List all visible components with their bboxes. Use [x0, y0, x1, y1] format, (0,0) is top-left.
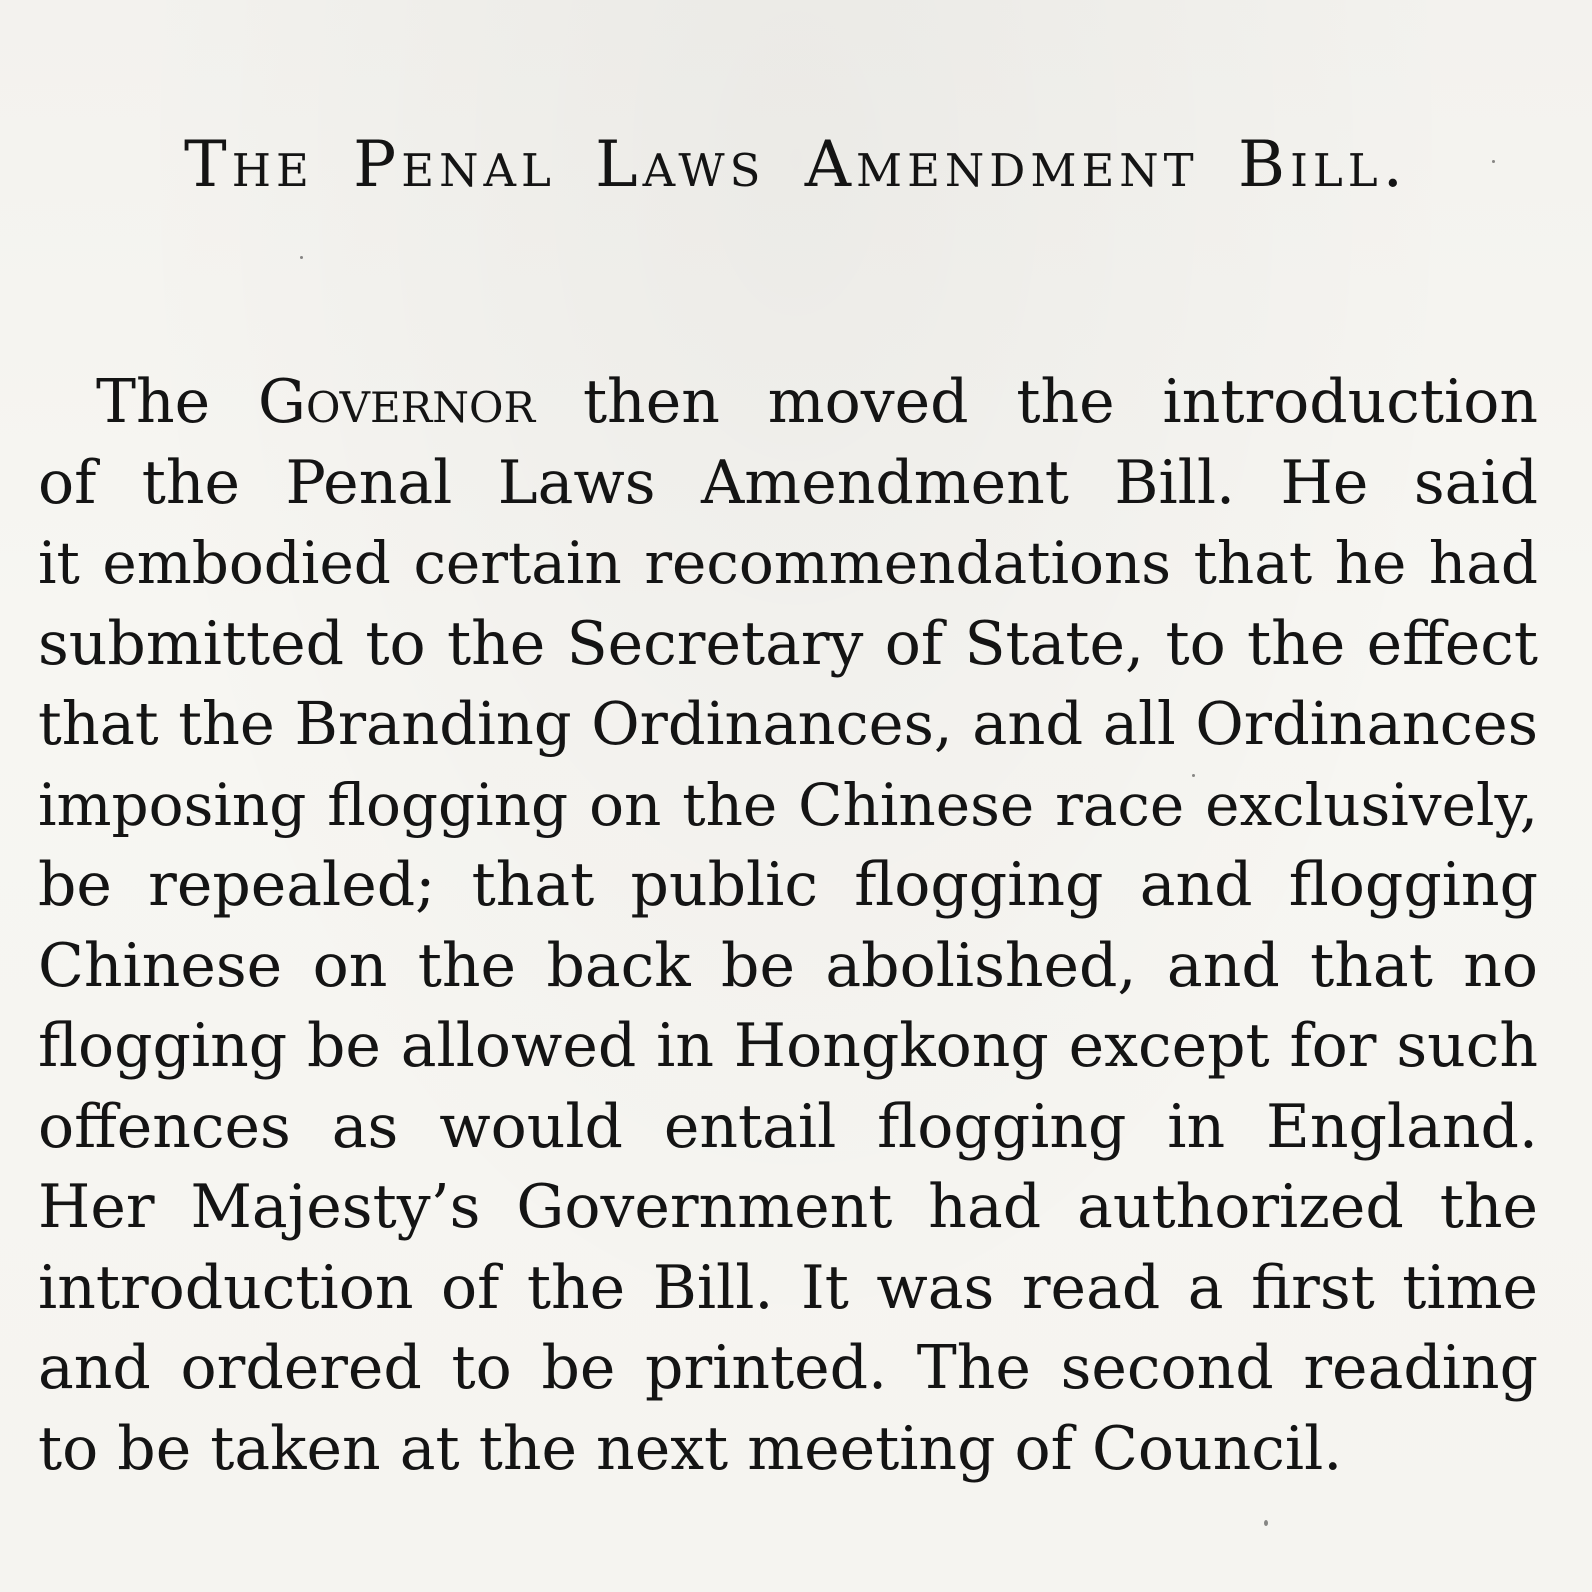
paragraph-line: flogging be allowed in Hongkong except for such — [38, 1011, 1538, 1081]
paragraph-line: of the Penal Laws Amendment Bill. He said — [38, 447, 1538, 518]
paragraph-line: be repealed; that public flogging and flogging — [38, 850, 1538, 920]
paragraph-line: submitted to the Secretary of State, to the effect — [38, 608, 1538, 679]
speck — [1264, 1520, 1268, 1526]
paragraph-line-last: to be taken at the next meeting of Council. — [38, 1413, 1343, 1484]
paragraph-line — [38, 362, 1538, 443]
speck — [300, 256, 303, 259]
paragraph-line: imposing flogging on the Chinese race exclusively, — [38, 770, 1538, 839]
body-paragraph — [38, 362, 1538, 1489]
paragraph-line: introduction of the Bill. It was read a first time — [38, 1252, 1538, 1323]
governor-small-caps: Governor — [258, 367, 536, 437]
line-text-pre: The — [96, 367, 259, 437]
paragraph-line: Chinese on the back be abolished, and that no — [38, 930, 1538, 1001]
page-title: The Penal Laws Amendment Bill. — [184, 128, 1408, 202]
paragraph-line: Her Majesty’s Government had authorized the — [38, 1172, 1538, 1242]
paragraph-line: that the Branding Ordinances, and all Ordinances — [38, 689, 1538, 758]
line-text-post: then moved the introduction — [535, 367, 1538, 437]
paragraph-line: offences as would entail flogging in England. — [38, 1091, 1538, 1162]
paragraph-line: it embodied certain recommendations that he had — [38, 529, 1538, 597]
paragraph-line: and ordered to be printed. The second reading — [38, 1333, 1538, 1403]
